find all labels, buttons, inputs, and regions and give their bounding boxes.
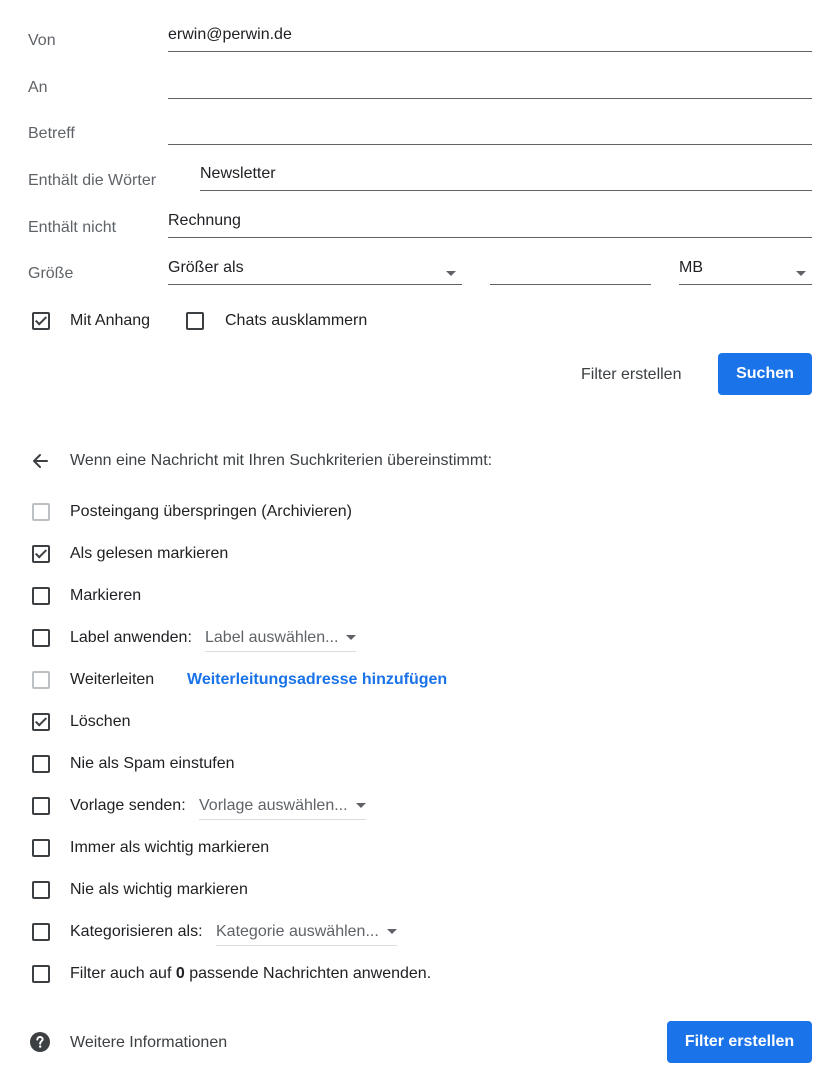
- has-words-value: Newsletter: [200, 165, 276, 182]
- help-link[interactable]: Weitere Informationen: [70, 1034, 228, 1051]
- to-label: An: [28, 79, 48, 96]
- category-select-value: Kategorie auswählen...: [216, 923, 379, 940]
- from-value: erwin@perwin.de: [168, 26, 292, 43]
- delete-checkbox[interactable]: [32, 713, 50, 731]
- never-spam-label: Nie als Spam einstufen: [70, 755, 235, 772]
- exclude-chats-checkbox[interactable]: [186, 312, 204, 330]
- categorize-label: Kategorisieren als:: [70, 923, 203, 940]
- label-select[interactable]: [205, 629, 356, 652]
- chevron-down-icon: [446, 271, 456, 276]
- label-select-value: Label auswählen...: [205, 629, 339, 646]
- size-comparator-select[interactable]: [168, 256, 462, 285]
- always-important-label: Immer als wichtig markieren: [70, 839, 270, 856]
- create-filter-button[interactable]: Filter erstellen: [667, 1021, 812, 1063]
- has-attachment-checkbox[interactable]: [32, 312, 50, 330]
- category-select[interactable]: [216, 923, 397, 946]
- create-filter-link-button[interactable]: Filter erstellen: [581, 366, 682, 383]
- size-value-input[interactable]: [490, 256, 651, 285]
- subject-label: Betreff: [28, 125, 75, 142]
- apply-label-label: Label anwenden:: [70, 629, 192, 646]
- never-important-checkbox[interactable]: [32, 881, 50, 899]
- categorize-checkbox[interactable]: [32, 923, 50, 941]
- template-select-value: Vorlage auswählen...: [199, 797, 348, 814]
- chevron-down-icon: [356, 803, 366, 808]
- always-important-checkbox[interactable]: [32, 839, 50, 857]
- star-checkbox[interactable]: [32, 587, 50, 605]
- has-words-input[interactable]: [200, 162, 812, 191]
- template-select[interactable]: [199, 797, 366, 820]
- chevron-down-icon: [387, 929, 397, 934]
- apply-existing-label: [70, 965, 431, 983]
- apply-existing-before: Filter auch auf: [70, 965, 172, 982]
- never-important-label: Nie als wichtig markieren: [70, 881, 248, 898]
- help-circle-icon[interactable]: [30, 1032, 50, 1052]
- has-words-label: Enthält die Wörter: [28, 172, 157, 189]
- size-unit-select[interactable]: [679, 256, 812, 285]
- never-spam-checkbox[interactable]: [32, 755, 50, 773]
- apply-label-checkbox[interactable]: [32, 629, 50, 647]
- apply-existing-checkbox[interactable]: [32, 965, 50, 983]
- size-comparator-value: Größer als: [168, 259, 244, 276]
- delete-label: Löschen: [70, 713, 131, 730]
- chevron-down-icon: [796, 271, 806, 276]
- send-template-label: Vorlage senden:: [70, 797, 186, 814]
- has-attachment-label: Mit Anhang: [70, 312, 151, 329]
- forward-checkbox[interactable]: [32, 671, 50, 689]
- from-input[interactable]: [168, 23, 812, 52]
- to-input[interactable]: [168, 70, 812, 99]
- star-label: Markieren: [70, 587, 142, 604]
- arrow-left-icon[interactable]: [30, 451, 50, 471]
- chevron-down-icon: [346, 635, 356, 640]
- size-unit-value: MB: [679, 259, 703, 276]
- from-label: Von: [28, 32, 56, 49]
- not-has-value: Rechnung: [168, 212, 241, 229]
- subject-input[interactable]: [168, 116, 812, 145]
- actions-header: Wenn eine Nachricht mit Ihren Suchkriterien übereinstimmt:: [70, 452, 493, 469]
- mark-read-label: Als gelesen markieren: [70, 545, 229, 562]
- apply-existing-after: passende Nachrichten anwenden.: [189, 965, 432, 982]
- skip-inbox-checkbox[interactable]: [32, 503, 50, 521]
- send-template-checkbox[interactable]: [32, 797, 50, 815]
- add-forwarding-address-link[interactable]: Weiterleitungsadresse hinzufügen: [187, 671, 448, 688]
- size-label: Größe: [28, 265, 74, 282]
- not-has-label: Enthält nicht: [28, 219, 117, 236]
- mark-read-checkbox[interactable]: [32, 545, 50, 563]
- skip-inbox-label: Posteingang überspringen (Archivieren): [70, 503, 352, 520]
- not-has-input[interactable]: [168, 209, 812, 238]
- search-button[interactable]: Suchen: [718, 353, 812, 395]
- forward-label: Weiterleiten: [70, 671, 155, 688]
- apply-existing-count: 0: [175, 965, 185, 982]
- exclude-chats-label: Chats ausklammern: [225, 312, 368, 329]
